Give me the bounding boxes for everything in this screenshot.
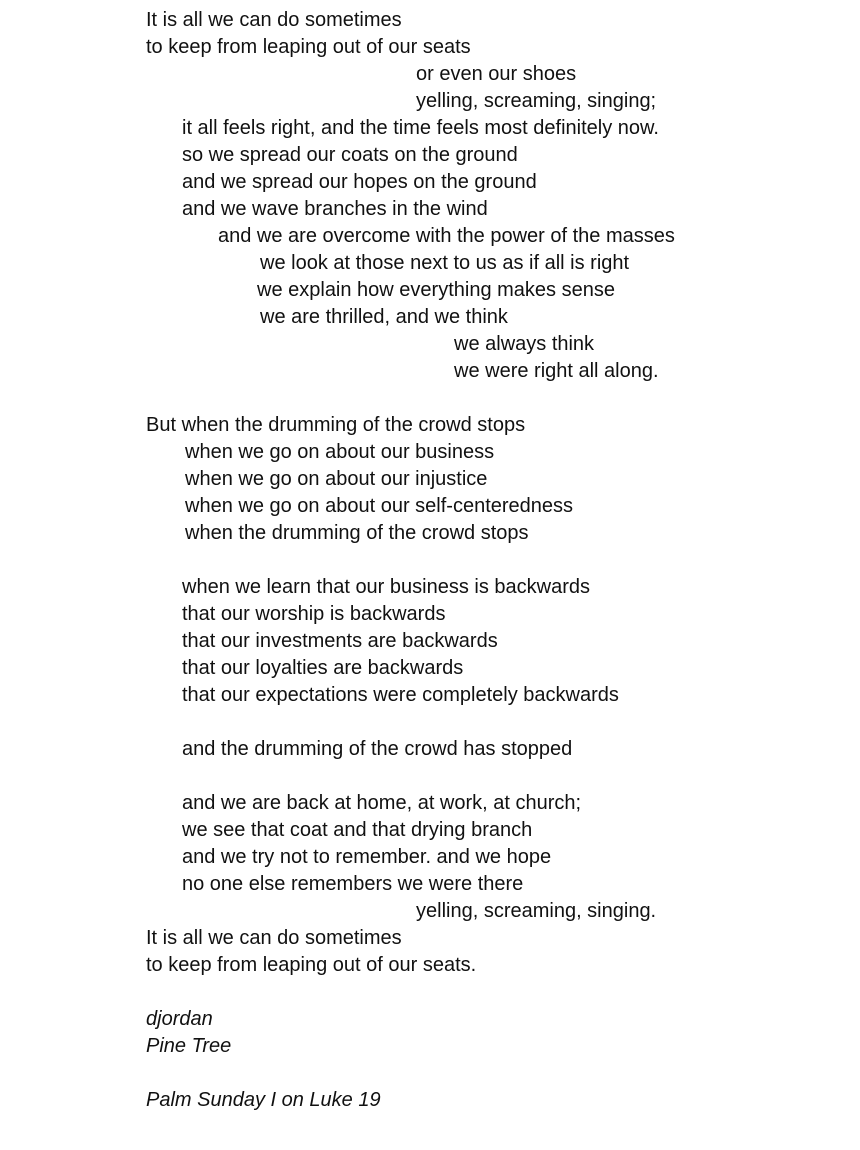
poem-line: and we are overcome with the power of the masses: [218, 225, 675, 247]
poem-line: when we go on about our self-centeredness: [185, 495, 574, 517]
poem-line: and we wave branches in the wind: [182, 198, 488, 220]
poem-line: when the drumming of the crowd stops: [185, 522, 529, 544]
poem-line: and the drumming of the crowd has stopped: [182, 738, 573, 760]
poem-line: we explain how everything makes sense: [257, 279, 615, 301]
poem-footnote: Palm Sunday I on Luke 19: [146, 1089, 381, 1111]
poem-line: we always think: [454, 333, 595, 355]
poem-line: we are thrilled, and we think: [260, 306, 508, 328]
poem-line: But when the drumming of the crowd stops: [146, 414, 526, 436]
poem-line: that our investments are backwards: [182, 630, 498, 652]
poem-line: yelling, screaming, singing.: [416, 900, 657, 922]
poem-line: that our loyalties are backwards: [182, 657, 464, 679]
poem-line: It is all we can do sometimes: [146, 927, 402, 949]
poem-line: so we spread our coats on the ground: [182, 144, 518, 166]
poem-line: and we try not to remember. and we hope: [182, 846, 552, 868]
poem-line: to keep from leaping out of our seats: [146, 36, 471, 58]
poem-line: yelling, screaming, singing;: [416, 90, 657, 112]
poem-line: no one else remembers we were there: [182, 873, 524, 895]
poem-line: we see that coat and that drying branch: [182, 819, 533, 841]
poem-line: that our worship is backwards: [182, 603, 446, 625]
poem-line: we look at those next to us as if all is right: [260, 252, 630, 274]
poem-line: and we spread our hopes on the ground: [182, 171, 537, 193]
poem-line: when we go on about our injustice: [185, 468, 488, 490]
author-location: Pine Tree: [146, 1035, 232, 1057]
poem-line: we were right all along.: [454, 360, 659, 382]
poem-line: It is all we can do sometimes: [146, 9, 402, 31]
poem-line: and we are back at home, at work, at church;: [182, 792, 582, 814]
poem-line: when we go on about our business: [185, 441, 495, 463]
author-signature: djordan: [146, 1008, 213, 1030]
poem-line: that our expectations were completely backwards: [182, 684, 619, 706]
poem-line: it all feels right, and the time feels most definitely now.: [182, 117, 659, 139]
poem-line: when we learn that our business is backwards: [182, 576, 590, 598]
poem-line: or even our shoes: [416, 63, 577, 85]
poem-line: to keep from leaping out of our seats.: [146, 954, 477, 976]
